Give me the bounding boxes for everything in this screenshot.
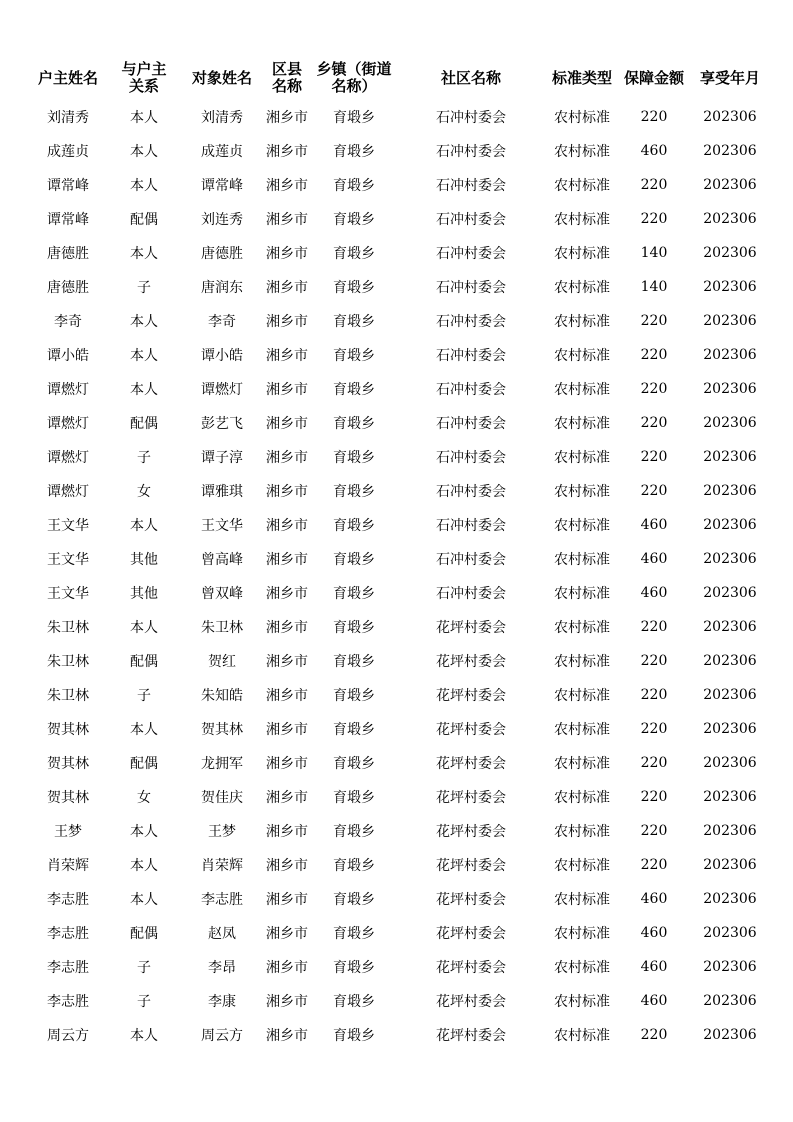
cell-relation: 本人 [130, 348, 158, 364]
cell-amount: 460 [640, 993, 668, 1009]
cell-county: 湘乡市 [266, 110, 308, 126]
cell-town: 育塅乡 [333, 1028, 375, 1044]
cell-relation: 本人 [130, 518, 158, 534]
cell-period: 202306 [703, 279, 757, 295]
cell-standard-type: 农村标准 [554, 212, 610, 228]
cell-object-name: 曾双峰 [201, 586, 243, 602]
cell-relation: 子 [137, 994, 151, 1010]
cell-standard-type: 农村标准 [554, 620, 610, 636]
cell-period: 202306 [703, 789, 757, 805]
cell-head-name: 谭燃灯 [47, 450, 89, 466]
cell-county: 湘乡市 [266, 722, 308, 738]
cell-community: 花坪村委会 [436, 892, 506, 908]
table-row [30, 678, 770, 712]
cell-period: 202306 [703, 313, 757, 329]
cell-amount: 220 [640, 449, 668, 465]
cell-town: 育塅乡 [333, 892, 375, 908]
cell-town: 育塅乡 [333, 246, 375, 262]
cell-county: 湘乡市 [266, 348, 308, 364]
cell-relation: 本人 [130, 620, 158, 636]
table-row [30, 134, 770, 168]
cell-town: 育塅乡 [333, 416, 375, 432]
cell-period: 202306 [703, 891, 757, 907]
cell-community: 石冲村委会 [436, 348, 506, 364]
cell-period: 202306 [703, 415, 757, 431]
cell-object-name: 贺其林 [201, 722, 243, 738]
cell-amount: 220 [640, 109, 668, 125]
table-row [30, 848, 770, 882]
table-row [30, 780, 770, 814]
cell-period: 202306 [703, 823, 757, 839]
cell-relation: 子 [137, 688, 151, 704]
header-relation [106, 56, 182, 100]
cell-community: 石冲村委会 [436, 110, 506, 126]
cell-standard-type: 农村标准 [554, 110, 610, 126]
header-object-name: 对象姓名 [191, 68, 252, 87]
cell-object-name: 周云方 [201, 1028, 243, 1044]
cell-head-name: 唐德胜 [47, 280, 89, 296]
cell-period: 202306 [703, 177, 757, 193]
cell-standard-type: 农村标准 [554, 484, 610, 500]
cell-town: 育塅乡 [333, 552, 375, 568]
cell-community: 花坪村委会 [436, 790, 506, 806]
cell-county: 湘乡市 [266, 212, 308, 228]
cell-object-name: 谭小皓 [201, 348, 243, 364]
cell-community: 石冲村委会 [436, 586, 506, 602]
cell-county: 湘乡市 [266, 178, 308, 194]
cell-amount: 220 [640, 483, 668, 499]
cell-county: 湘乡市 [266, 824, 308, 840]
cell-standard-type: 农村标准 [554, 552, 610, 568]
cell-county: 湘乡市 [266, 586, 308, 602]
cell-object-name: 朱卫林 [201, 620, 243, 636]
cell-standard-type: 农村标准 [554, 416, 610, 432]
cell-object-name: 李昂 [208, 960, 236, 976]
cell-period: 202306 [703, 551, 757, 567]
cell-period: 202306 [703, 483, 757, 499]
table-row [30, 168, 770, 202]
cell-amount: 220 [640, 415, 668, 431]
cell-head-name: 朱卫林 [47, 654, 89, 670]
cell-town: 育塅乡 [333, 110, 375, 126]
cell-relation: 本人 [130, 246, 158, 262]
cell-object-name: 李志胜 [201, 892, 243, 908]
cell-period: 202306 [703, 925, 757, 941]
cell-relation: 配偶 [130, 756, 158, 772]
cell-period: 202306 [703, 381, 757, 397]
cell-amount: 220 [640, 789, 668, 805]
cell-head-name: 李志胜 [47, 926, 89, 942]
cell-amount: 220 [640, 653, 668, 669]
cell-period: 202306 [703, 721, 757, 737]
table-header [30, 56, 770, 100]
header-community: 社区名称 [440, 68, 501, 87]
cell-amount: 220 [640, 687, 668, 703]
cell-object-name: 曾高峰 [201, 552, 243, 568]
cell-county: 湘乡市 [266, 994, 308, 1010]
cell-relation: 本人 [130, 144, 158, 160]
cell-period: 202306 [703, 959, 757, 975]
cell-community: 石冲村委会 [436, 178, 506, 194]
cell-period: 202306 [703, 211, 757, 227]
cell-amount: 220 [640, 381, 668, 397]
cell-town: 育塅乡 [333, 348, 375, 364]
cell-relation: 配偶 [130, 212, 158, 228]
cell-relation: 配偶 [130, 926, 158, 942]
cell-head-name: 贺其林 [47, 722, 89, 738]
table-row [30, 236, 770, 270]
cell-town: 育塅乡 [333, 654, 375, 670]
cell-relation: 本人 [130, 858, 158, 874]
cell-town: 育塅乡 [333, 620, 375, 636]
cell-amount: 220 [640, 313, 668, 329]
cell-period: 202306 [703, 1027, 757, 1043]
cell-object-name: 刘清秀 [201, 110, 243, 126]
cell-head-name: 王文华 [47, 552, 89, 568]
cell-standard-type: 农村标准 [554, 382, 610, 398]
table-row [30, 882, 770, 916]
cell-relation: 其他 [130, 586, 158, 602]
cell-town: 育塅乡 [333, 994, 375, 1010]
cell-period: 202306 [703, 755, 757, 771]
cell-object-name: 赵凤 [208, 926, 236, 942]
table-row [30, 270, 770, 304]
cell-relation: 本人 [130, 892, 158, 908]
cell-town: 育塅乡 [333, 824, 375, 840]
cell-town: 育塅乡 [333, 518, 375, 534]
cell-head-name: 朱卫林 [47, 620, 89, 636]
table-row [30, 916, 770, 950]
cell-town: 育塅乡 [333, 484, 375, 500]
cell-object-name: 唐润东 [201, 280, 243, 296]
table-row [30, 644, 770, 678]
cell-relation: 本人 [130, 110, 158, 126]
cell-town: 育塅乡 [333, 756, 375, 772]
cell-period: 202306 [703, 517, 757, 533]
header-county-line-2: 名称 [271, 77, 302, 95]
cell-town: 育塅乡 [333, 586, 375, 602]
cell-object-name: 朱知皓 [201, 688, 243, 704]
cell-community: 石冲村委会 [436, 212, 506, 228]
cell-standard-type: 农村标准 [554, 178, 610, 194]
cell-head-name: 唐德胜 [47, 246, 89, 262]
cell-town: 育塅乡 [333, 960, 375, 976]
cell-community: 花坪村委会 [436, 654, 506, 670]
table-row [30, 814, 770, 848]
cell-head-name: 李志胜 [47, 960, 89, 976]
cell-relation: 本人 [130, 314, 158, 330]
cell-head-name: 朱卫林 [47, 688, 89, 704]
cell-period: 202306 [703, 585, 757, 601]
cell-period: 202306 [703, 857, 757, 873]
cell-amount: 460 [640, 959, 668, 975]
cell-standard-type: 农村标准 [554, 586, 610, 602]
header-town-line-1: 乡镇（街道 [316, 60, 392, 78]
cell-county: 湘乡市 [266, 484, 308, 500]
cell-town: 育塅乡 [333, 178, 375, 194]
table-row [30, 440, 770, 474]
cell-object-name: 彭艺飞 [201, 416, 243, 432]
cell-community: 花坪村委会 [436, 926, 506, 942]
table-row [30, 542, 770, 576]
cell-town: 育塅乡 [333, 212, 375, 228]
cell-amount: 220 [640, 857, 668, 873]
header-period: 享受年月 [699, 68, 760, 87]
cell-head-name: 肖荣辉 [47, 858, 89, 874]
cell-community: 石冲村委会 [436, 518, 506, 534]
cell-object-name: 龙拥军 [201, 756, 243, 772]
cell-amount: 220 [640, 823, 668, 839]
cell-community: 石冲村委会 [436, 552, 506, 568]
cell-standard-type: 农村标准 [554, 518, 610, 534]
cell-standard-type: 农村标准 [554, 348, 610, 364]
cell-relation: 子 [137, 960, 151, 976]
cell-object-name: 谭常峰 [201, 178, 243, 194]
header-county [262, 56, 312, 100]
cell-county: 湘乡市 [266, 314, 308, 330]
cell-county: 湘乡市 [266, 756, 308, 772]
cell-standard-type: 农村标准 [554, 790, 610, 806]
cell-community: 花坪村委会 [436, 688, 506, 704]
cell-community: 花坪村委会 [436, 858, 506, 874]
cell-community: 花坪村委会 [436, 994, 506, 1010]
cell-county: 湘乡市 [266, 654, 308, 670]
header-relation-line-1: 与户主 [121, 60, 167, 78]
cell-community: 石冲村委会 [436, 280, 506, 296]
cell-standard-type: 农村标准 [554, 994, 610, 1010]
cell-head-name: 成莲贞 [47, 144, 89, 160]
cell-object-name: 谭雅琪 [201, 484, 243, 500]
cell-town: 育塅乡 [333, 722, 375, 738]
cell-object-name: 王文华 [201, 518, 243, 534]
cell-community: 花坪村委会 [436, 960, 506, 976]
cell-relation: 本人 [130, 382, 158, 398]
cell-head-name: 谭燃灯 [47, 484, 89, 500]
header-amount: 保障金额 [623, 68, 684, 87]
cell-head-name: 王文华 [47, 586, 89, 602]
cell-community: 石冲村委会 [436, 314, 506, 330]
cell-amount: 220 [640, 721, 668, 737]
cell-head-name: 王梦 [54, 824, 82, 840]
cell-relation: 本人 [130, 178, 158, 194]
cell-object-name: 成莲贞 [201, 144, 243, 160]
cell-community: 石冲村委会 [436, 484, 506, 500]
cell-amount: 220 [640, 211, 668, 227]
cell-amount: 460 [640, 517, 668, 533]
header-town-line-2: 名称） [331, 77, 377, 95]
cell-relation: 女 [137, 484, 151, 500]
cell-object-name: 谭燃灯 [201, 382, 243, 398]
cell-town: 育塅乡 [333, 382, 375, 398]
cell-standard-type: 农村标准 [554, 314, 610, 330]
cell-community: 花坪村委会 [436, 722, 506, 738]
cell-county: 湘乡市 [266, 280, 308, 296]
cell-head-name: 李奇 [54, 314, 82, 330]
cell-amount: 220 [640, 755, 668, 771]
cell-object-name: 贺佳庆 [201, 790, 243, 806]
cell-town: 育塅乡 [333, 144, 375, 160]
cell-relation: 其他 [130, 552, 158, 568]
cell-town: 育塅乡 [333, 790, 375, 806]
cell-town: 育塅乡 [333, 280, 375, 296]
cell-town: 育塅乡 [333, 688, 375, 704]
header-standard-type: 标准类型 [551, 68, 612, 87]
cell-relation: 本人 [130, 1028, 158, 1044]
cell-community: 石冲村委会 [436, 416, 506, 432]
cell-amount: 220 [640, 1027, 668, 1043]
cell-county: 湘乡市 [266, 382, 308, 398]
cell-county: 湘乡市 [266, 688, 308, 704]
cell-standard-type: 农村标准 [554, 688, 610, 704]
cell-standard-type: 农村标准 [554, 654, 610, 670]
table-row [30, 474, 770, 508]
cell-period: 202306 [703, 143, 757, 159]
cell-community: 石冲村委会 [436, 450, 506, 466]
cell-amount: 460 [640, 925, 668, 941]
table-row [30, 406, 770, 440]
cell-standard-type: 农村标准 [554, 1028, 610, 1044]
cell-head-name: 谭常峰 [47, 178, 89, 194]
cell-amount: 220 [640, 619, 668, 635]
cell-amount: 140 [640, 245, 668, 261]
cell-period: 202306 [703, 993, 757, 1009]
cell-object-name: 李康 [208, 994, 236, 1010]
cell-relation: 配偶 [130, 416, 158, 432]
cell-amount: 460 [640, 585, 668, 601]
cell-county: 湘乡市 [266, 790, 308, 806]
cell-relation: 配偶 [130, 654, 158, 670]
cell-relation: 女 [137, 790, 151, 806]
cell-community: 花坪村委会 [436, 824, 506, 840]
cell-head-name: 贺其林 [47, 756, 89, 772]
cell-county: 湘乡市 [266, 892, 308, 908]
cell-amount: 460 [640, 891, 668, 907]
cell-object-name: 贺红 [208, 654, 236, 670]
cell-object-name: 唐德胜 [201, 246, 243, 262]
cell-relation: 本人 [130, 824, 158, 840]
table-row [30, 372, 770, 406]
cell-standard-type: 农村标准 [554, 892, 610, 908]
cell-county: 湘乡市 [266, 144, 308, 160]
cell-community: 花坪村委会 [436, 1028, 506, 1044]
cell-head-name: 刘清秀 [47, 110, 89, 126]
cell-county: 湘乡市 [266, 858, 308, 874]
table-row [30, 508, 770, 542]
cell-community: 石冲村委会 [436, 246, 506, 262]
header-row [30, 56, 770, 100]
cell-standard-type: 农村标准 [554, 722, 610, 738]
table-body [30, 100, 770, 1052]
cell-standard-type: 农村标准 [554, 824, 610, 840]
cell-community: 花坪村委会 [436, 620, 506, 636]
cell-town: 育塅乡 [333, 314, 375, 330]
cell-county: 湘乡市 [266, 960, 308, 976]
assistance-roster-table [30, 56, 770, 1052]
table-row [30, 1018, 770, 1052]
cell-standard-type: 农村标准 [554, 144, 610, 160]
cell-head-name: 贺其林 [47, 790, 89, 806]
cell-town: 育塅乡 [333, 926, 375, 942]
cell-head-name: 谭燃灯 [47, 382, 89, 398]
header-relation-line-2: 关系 [128, 77, 159, 95]
table-row [30, 100, 770, 134]
cell-period: 202306 [703, 245, 757, 261]
cell-amount: 460 [640, 143, 668, 159]
cell-head-name: 谭常峰 [47, 212, 89, 228]
table-row [30, 338, 770, 372]
cell-standard-type: 农村标准 [554, 280, 610, 296]
cell-object-name: 谭子淳 [201, 450, 243, 466]
cell-relation: 子 [137, 280, 151, 296]
cell-community: 石冲村委会 [436, 144, 506, 160]
table-row [30, 576, 770, 610]
cell-community: 石冲村委会 [436, 382, 506, 398]
cell-county: 湘乡市 [266, 450, 308, 466]
cell-county: 湘乡市 [266, 416, 308, 432]
cell-community: 花坪村委会 [436, 756, 506, 772]
header-head-name: 户主姓名 [37, 68, 98, 87]
cell-relation: 本人 [130, 722, 158, 738]
cell-county: 湘乡市 [266, 246, 308, 262]
cell-period: 202306 [703, 653, 757, 669]
cell-head-name: 李志胜 [47, 892, 89, 908]
cell-county: 湘乡市 [266, 620, 308, 636]
cell-county: 湘乡市 [266, 926, 308, 942]
table-row [30, 950, 770, 984]
cell-amount: 460 [640, 551, 668, 567]
cell-town: 育塅乡 [333, 858, 375, 874]
cell-standard-type: 农村标准 [554, 450, 610, 466]
table-row [30, 746, 770, 780]
table-row [30, 304, 770, 338]
cell-object-name: 李奇 [208, 314, 236, 330]
cell-period: 202306 [703, 687, 757, 703]
cell-period: 202306 [703, 109, 757, 125]
cell-standard-type: 农村标准 [554, 960, 610, 976]
cell-head-name: 王文华 [47, 518, 89, 534]
header-county-line-1: 区县 [271, 60, 302, 78]
cell-town: 育塅乡 [333, 450, 375, 466]
cell-head-name: 谭燃灯 [47, 416, 89, 432]
cell-standard-type: 农村标准 [554, 858, 610, 874]
table-row [30, 610, 770, 644]
cell-standard-type: 农村标准 [554, 926, 610, 942]
cell-standard-type: 农村标准 [554, 756, 610, 772]
table-row [30, 712, 770, 746]
header-town [312, 56, 396, 100]
cell-object-name: 肖荣辉 [201, 858, 243, 874]
cell-relation: 子 [137, 450, 151, 466]
cell-county: 湘乡市 [266, 1028, 308, 1044]
table-row [30, 202, 770, 236]
cell-period: 202306 [703, 449, 757, 465]
cell-head-name: 周云方 [47, 1028, 89, 1044]
cell-period: 202306 [703, 619, 757, 635]
cell-period: 202306 [703, 347, 757, 363]
cell-amount: 140 [640, 279, 668, 295]
cell-object-name: 王梦 [208, 824, 236, 840]
cell-head-name: 谭小皓 [47, 348, 89, 364]
cell-county: 湘乡市 [266, 518, 308, 534]
cell-county: 湘乡市 [266, 552, 308, 568]
table-row [30, 984, 770, 1018]
cell-amount: 220 [640, 347, 668, 363]
cell-standard-type: 农村标准 [554, 246, 610, 262]
cell-object-name: 刘连秀 [201, 212, 243, 228]
cell-amount: 220 [640, 177, 668, 193]
cell-head-name: 李志胜 [47, 994, 89, 1010]
